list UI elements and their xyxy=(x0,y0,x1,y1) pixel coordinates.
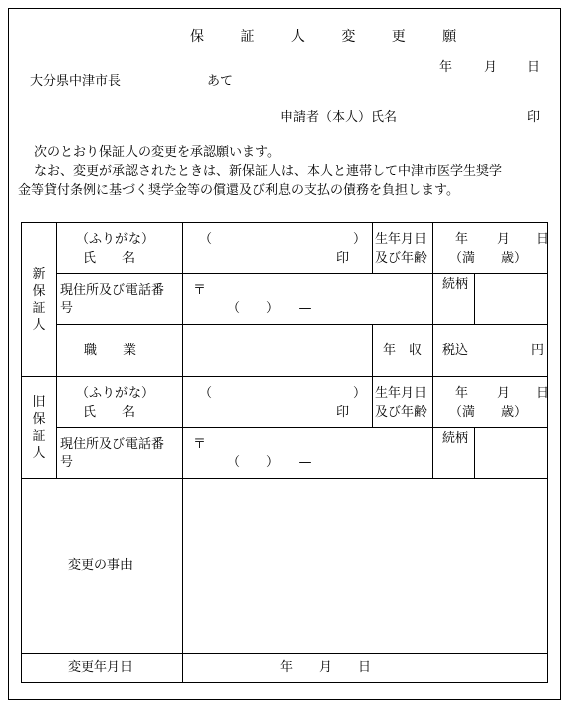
occupation-label: 職 業 xyxy=(84,343,137,358)
old-furigana-label: （ふりがな） xyxy=(76,386,155,401)
addressee-name: 大分県中津市長 xyxy=(30,74,122,89)
new-relation-field[interactable] xyxy=(475,274,548,325)
old-birth-label-cell xyxy=(373,377,433,428)
form-title: 保 証 人 変 更 願 xyxy=(190,29,473,45)
addressee-suffix: あて xyxy=(207,74,234,89)
old-relation-field[interactable] xyxy=(475,428,548,479)
yen-label: 円 xyxy=(531,343,545,358)
income-field[interactable] xyxy=(433,325,548,377)
reason-label-cell xyxy=(22,479,183,654)
applicant-label: 申請者（本人）氏名 xyxy=(280,110,398,125)
old-age: （満 歳） xyxy=(449,405,528,420)
old-name-label-cell xyxy=(57,377,183,428)
new-seal: 印 xyxy=(336,251,350,266)
old-address-field[interactable] xyxy=(183,428,433,479)
new-birth-label-2: 及び年齢 xyxy=(375,251,428,266)
old-guarantor-label: 旧保証人 xyxy=(32,394,46,461)
body-line-3: 金等貸付条例に基づく奨学金等の償還及び利息の支払の債務を負担します。 xyxy=(18,183,459,198)
header-date-month: 月 xyxy=(484,60,498,75)
occupation-field[interactable] xyxy=(183,325,373,377)
old-paren-close: ） xyxy=(353,386,367,401)
applicant-seal: 印 xyxy=(527,110,541,125)
old-seal: 印 xyxy=(336,405,350,420)
new-birth-label-cell xyxy=(373,223,433,274)
old-birth-label-2: 及び年齢 xyxy=(375,405,428,420)
new-address-label-1: 現住所及び電話番 xyxy=(60,283,165,298)
old-address-label-1: 現住所及び電話番 xyxy=(60,437,165,452)
reason-label: 変更の事由 xyxy=(68,558,134,573)
new-name-label-cell xyxy=(57,223,183,274)
old-birth-field[interactable] xyxy=(433,377,548,428)
old-guarantor-label-cell xyxy=(22,377,57,479)
old-postal-mark: 〒 xyxy=(193,437,207,452)
old-birth-day: 日 xyxy=(536,386,550,401)
old-name-label: 氏 名 xyxy=(83,405,136,420)
tax-included-label: 税込 xyxy=(442,343,469,358)
income-label-cell xyxy=(373,325,433,377)
new-guarantor-label: 新保証人 xyxy=(32,266,46,333)
new-birth-month: 月 xyxy=(497,232,511,247)
old-relation-label-cell xyxy=(433,428,475,479)
new-paren-open: （ xyxy=(199,232,213,247)
guarantor-form-table xyxy=(21,222,548,683)
new-furigana-label: （ふりがな） xyxy=(76,232,155,247)
change-date-field[interactable] xyxy=(183,654,548,683)
new-age: （満 歳） xyxy=(449,251,528,266)
new-birth-year: 年 xyxy=(455,232,469,247)
new-address-label-2: 号 xyxy=(60,301,74,316)
income-label: 年 収 xyxy=(383,343,423,358)
new-birth-label-1: 生年月日 xyxy=(375,232,428,247)
old-paren-open: （ xyxy=(199,386,213,401)
change-date-label: 変更年月日 xyxy=(68,660,134,675)
new-address-field[interactable] xyxy=(183,274,433,325)
body-line-2: なお、変更が承認されたときは、新保証人は、本人と連帯して中津市医学生奨学 xyxy=(34,164,503,179)
new-address-label-cell xyxy=(57,274,183,325)
old-name-field[interactable] xyxy=(183,377,373,428)
old-birth-label-1: 生年月日 xyxy=(375,386,428,401)
body-line-1: 次のとおり保証人の変更を承認願います。 xyxy=(34,145,280,160)
change-date-fields: 年 月 日 xyxy=(280,660,372,675)
new-postal-mark: 〒 xyxy=(193,283,207,298)
old-birth-year: 年 xyxy=(455,386,469,401)
old-address-label-2: 号 xyxy=(60,455,74,470)
reason-field[interactable] xyxy=(183,479,548,654)
new-guarantor-label-cell xyxy=(22,223,57,377)
header-date-year: 年 xyxy=(439,60,453,75)
new-phone-pattern: （ ） — xyxy=(227,301,312,316)
old-phone-pattern: （ ） — xyxy=(227,455,312,470)
new-birth-field[interactable] xyxy=(433,223,548,274)
new-relation-label: 続柄 xyxy=(442,277,469,292)
new-name-label: 氏 名 xyxy=(83,251,136,266)
change-date-label-cell xyxy=(22,654,183,683)
header-date-day: 日 xyxy=(527,60,541,75)
old-relation-label: 続柄 xyxy=(442,431,469,446)
old-birth-month: 月 xyxy=(497,386,511,401)
new-paren-close: ） xyxy=(353,232,367,247)
old-address-label-cell xyxy=(57,428,183,479)
new-relation-label-cell xyxy=(433,274,475,325)
new-name-field[interactable] xyxy=(183,223,373,274)
occupation-label-cell xyxy=(57,325,183,377)
new-birth-day: 日 xyxy=(536,232,550,247)
